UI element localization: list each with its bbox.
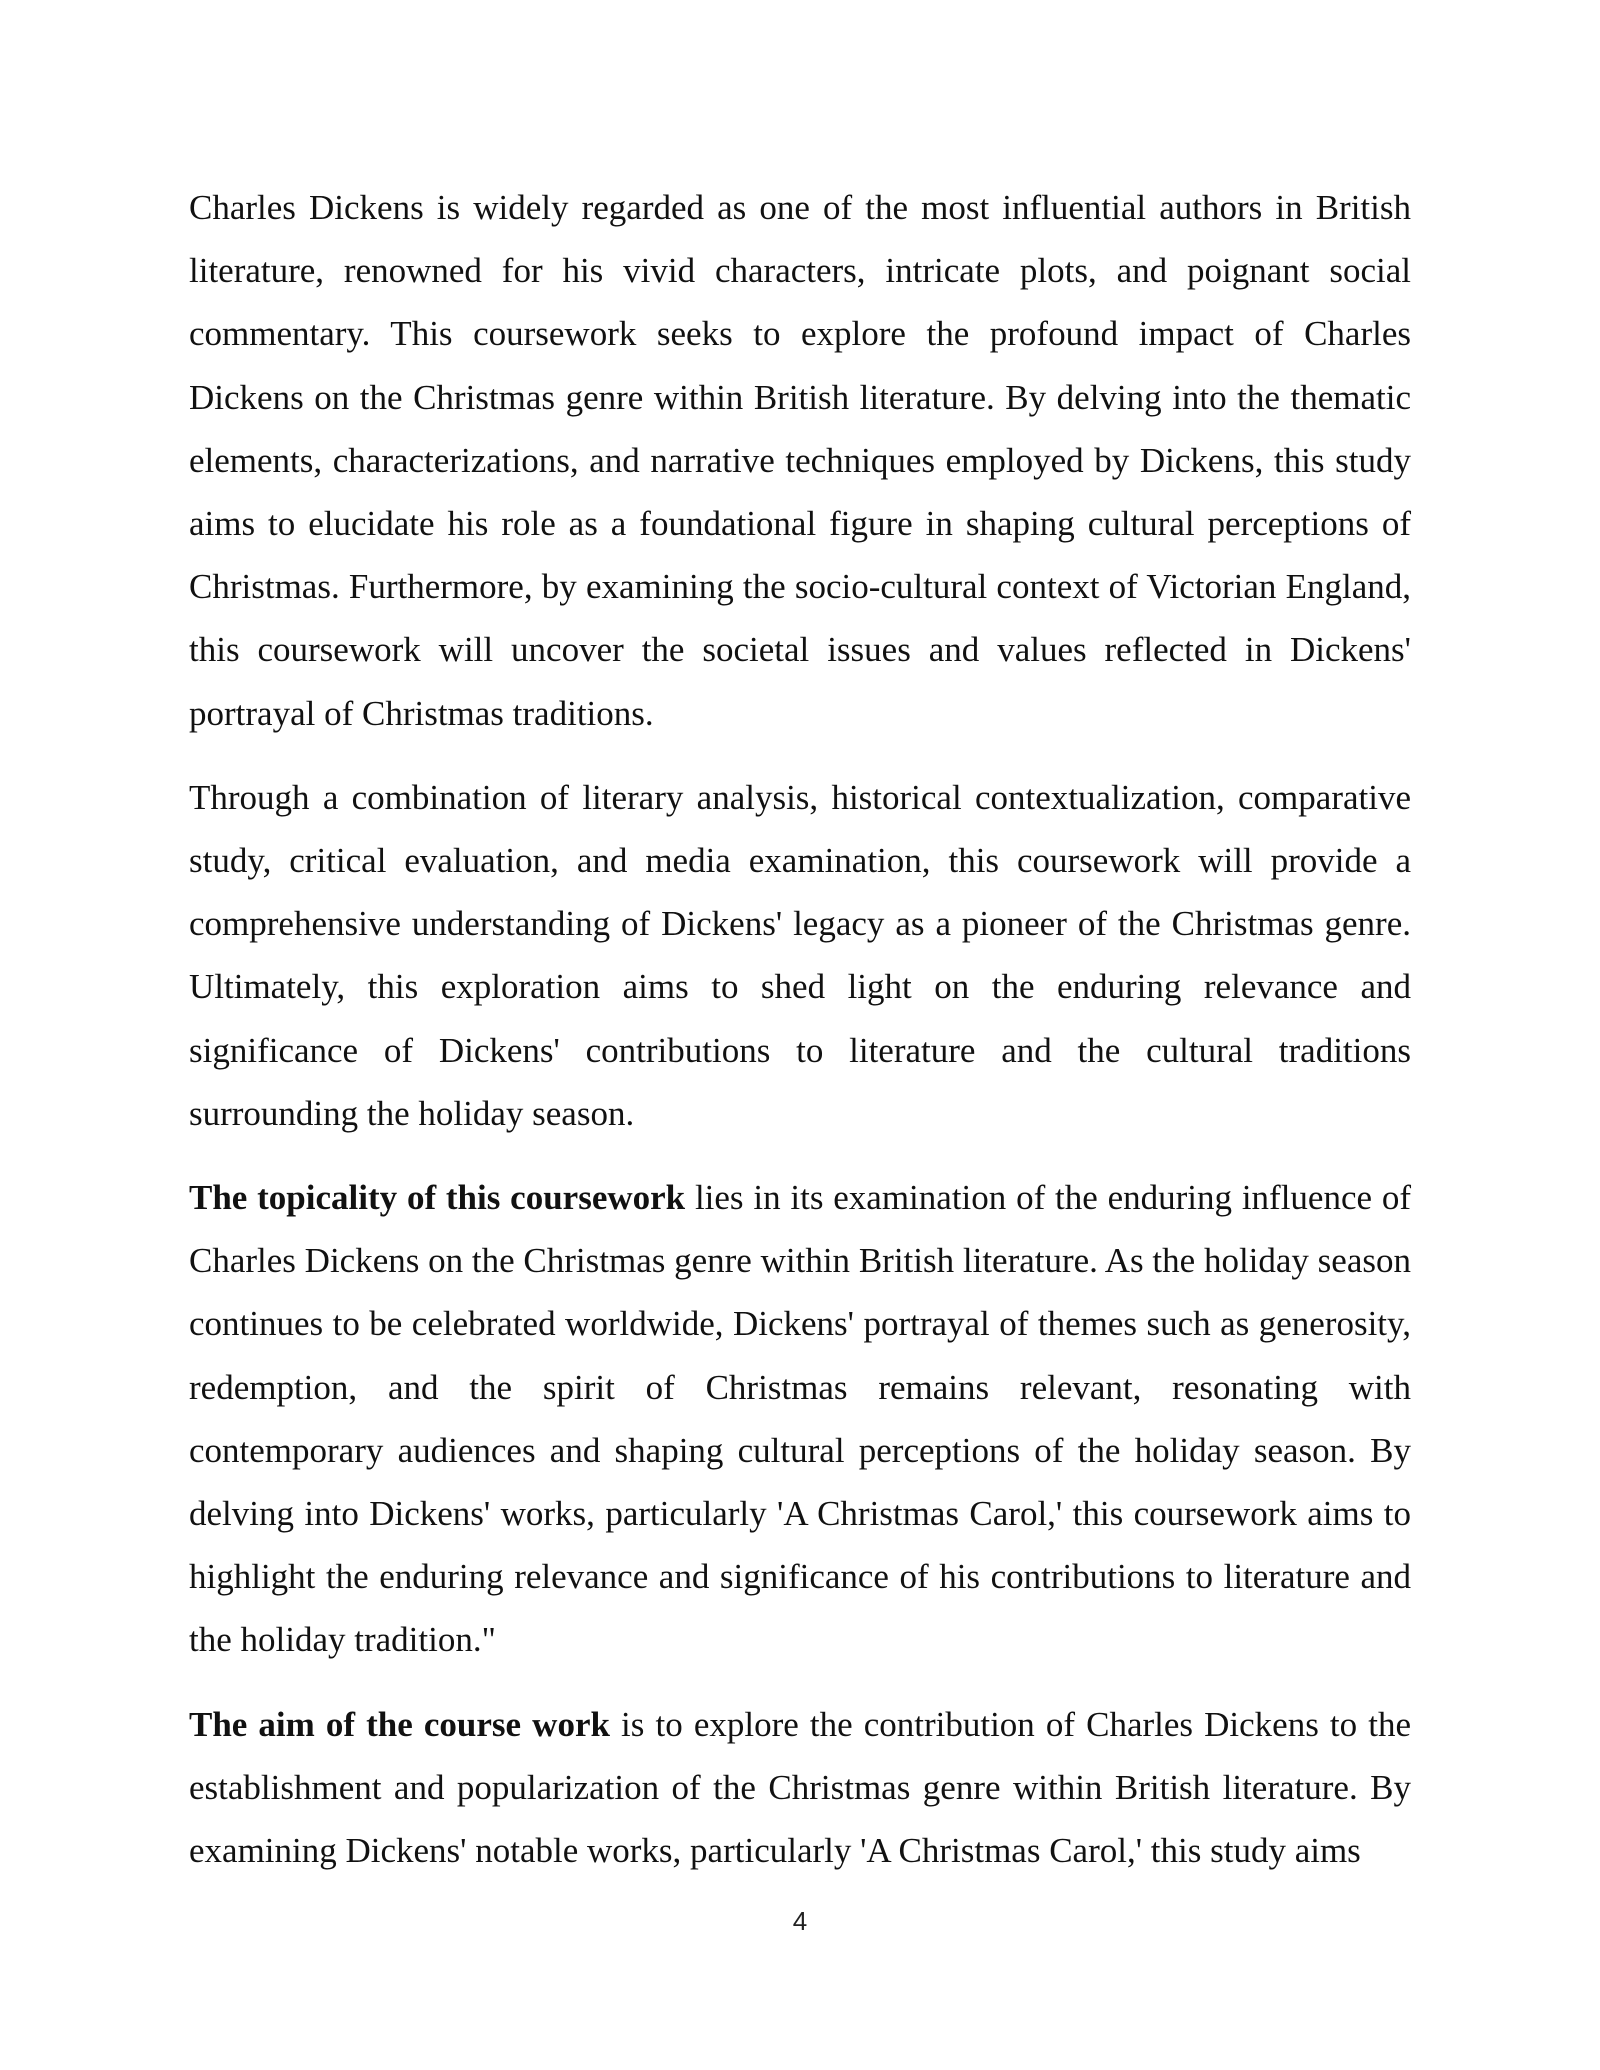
- paragraph-text: is to explore the contribution of Charles Dickens to the establishment and popularization of the Christmas genre within British literature. By examining Dickens' notable works, particularly 'A Christmas Carol,' this study aims: [189, 1704, 1411, 1871]
- paragraph-lead: The aim of the course work: [189, 1704, 610, 1744]
- body-text: [189, 176, 1411, 1903]
- paragraph-aim: [189, 1693, 1411, 1883]
- paragraph-text: lies in its examination of the enduring influence of Charles Dickens on the Christmas genre within British literature. As the holiday season continues to be celebrated worldwide, Dickens' portrayal of themes such as generosity, redemption, and the spirit of Christmas remains relevant, resonating with contemporary audiences and shaping cultural perceptions of the holiday season. By delving into Dickens' works, particularly 'A Christmas Carol,' this coursework aims to highlight the enduring relevance and significance of his contributions to literature and the holiday tradition.": [189, 1178, 1411, 1660]
- page-number: 4: [792, 1906, 808, 1936]
- paragraph-text: Charles Dickens is widely regarded as one of the most influential authors in British literature, renowned for his vivid characters, intricate plots, and poignant social commentary. This coursework seeks to explore the profound impact of Charles Dickens on the Christmas genre within British literature. By delving into the thematic elements, characterizations, and narrative techniques employed by Dickens, this study aims to elucidate his role as a foundational figure in shaping cultural perceptions of Christmas. Furthermore, by examining the socio-cultural context of Victorian England, this coursework will uncover the societal issues and values reflected in Dickens' portrayal of Christmas traditions.: [189, 188, 1411, 733]
- paragraph-introduction: [189, 176, 1411, 745]
- paragraph-text: Through a combination of literary analysis, historical contextualization, comparative study, critical evaluation, and media examination, this coursework will provide a comprehensive understanding of Dickens' legacy as a pioneer of the Christmas genre. Ultimately, this exploration aims to shed light on the enduring relevance and significance of Dickens' contributions to literature and the cultural traditions surrounding the holiday season.: [189, 777, 1411, 1133]
- paragraph-lead: The topicality of this coursework: [189, 1178, 686, 1218]
- paragraph-topicality: [189, 1166, 1411, 1672]
- paragraph-methods: [189, 766, 1411, 1145]
